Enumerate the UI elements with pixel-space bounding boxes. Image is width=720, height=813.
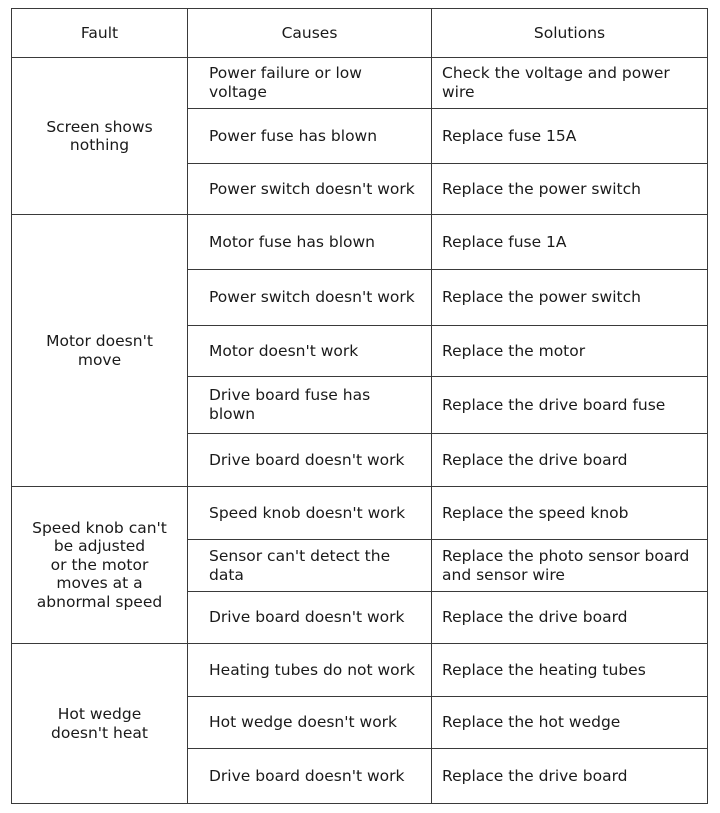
cause-cell: Drive board doesn't work [188,434,432,487]
text-line: Replace the drive board [442,766,628,785]
solution-cell [432,644,708,697]
cause-cell: Hot wedge doesn't work [188,697,432,749]
text-line: Screen shows [46,117,153,136]
text-line: Replace the speed knob [442,503,629,522]
solution-cell [432,215,708,270]
fault-cell [12,487,188,644]
table-row [12,487,708,540]
solution-cell [432,487,708,540]
text-line: Replace the power switch [442,179,641,198]
cause-cell: Power switch doesn't work [188,270,432,326]
table-row [12,644,708,697]
text-line: Replace the drive board [442,450,628,469]
text-line: Motor doesn't [46,332,153,350]
solution-cell [432,58,708,109]
text-line: Replace the drive board fuse [442,395,666,414]
text-line: Replace the heating tubes [442,660,646,679]
header-row [12,9,708,58]
cause-cell: Motor doesn't work [188,326,432,377]
solution-cell [432,697,708,749]
text-line: nothing [69,136,130,154]
cause-cell: Heating tubes do not work [188,644,432,697]
solutions-header: Solutions [432,9,708,58]
troubleshooting-table [11,8,708,804]
causes-header: Causes [188,9,432,58]
text-line: or the motor [50,555,149,574]
solution-cell [432,434,708,487]
fault-cell [12,58,188,215]
cause-cell: Drive board doesn't work [188,749,432,804]
table-row [12,58,708,109]
text-line: Replace the photo sensor board [442,546,690,565]
table-row [12,215,708,270]
text-line: be adjusted [53,537,146,556]
text-line: Hot wedge [57,705,142,723]
cause-cell: Drive board doesn't work [188,592,432,644]
fault-header: Fault [12,9,188,58]
text-line: moves at a [56,574,143,593]
cause-cell: Sensor can't detect the data [188,540,432,592]
solution-cell [432,109,708,164]
solution-cell [432,749,708,804]
text-line: abnormal speed [36,592,163,611]
text-line: and sensor wire [442,565,565,584]
cause-cell: Power failure or low voltage [188,58,432,109]
solution-cell [432,326,708,377]
text-line: Replace the drive board [442,608,628,626]
solution-cell [432,377,708,434]
cause-cell: Power switch doesn't work [188,164,432,215]
fault-cell [12,215,188,487]
text-line: Replace fuse 15A [442,126,577,145]
text-line: Replace the power switch [442,288,641,306]
solution-cell [432,592,708,644]
solution-cell [432,164,708,215]
text-line: Speed knob can't [32,518,167,537]
text-line: Replace fuse 1A [442,232,567,251]
solution-cell [432,540,708,592]
text-line: Replace the motor [442,341,586,360]
text-line: Replace the hot wedge [442,713,621,731]
text-line: doesn't heat [51,723,148,742]
solution-cell [432,270,708,326]
cause-cell: Motor fuse has blown [188,215,432,270]
text-line: move [77,350,122,369]
cause-cell: Power fuse has blown [188,109,432,164]
cause-cell: Speed knob doesn't work [188,487,432,540]
fault-cell [12,644,188,804]
cause-cell: Drive board fuse has blown [188,377,432,434]
text-line: Check the voltage and power wire [442,64,670,101]
